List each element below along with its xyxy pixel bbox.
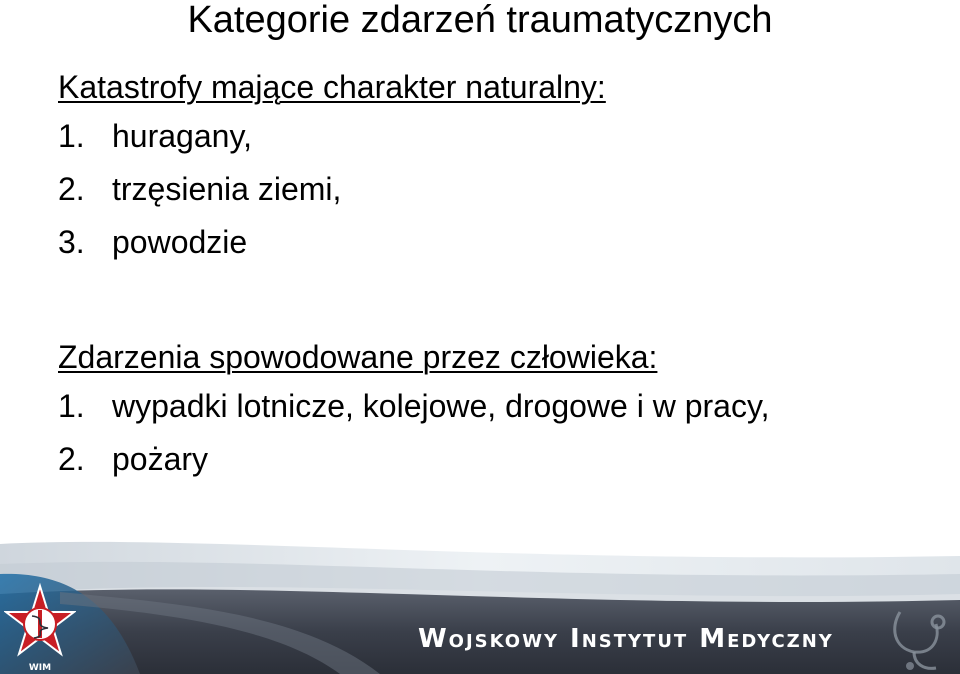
list-item <box>58 163 606 216</box>
list-number: 2. <box>58 441 85 477</box>
military-medical-cross-emblem <box>4 582 76 674</box>
list-item <box>58 380 769 433</box>
footer-banner <box>0 534 960 674</box>
list-number: 1. <box>58 118 85 154</box>
list-item <box>58 216 606 269</box>
section-natural-disasters <box>58 64 606 269</box>
list-text: trzęsienia ziemi, <box>112 171 342 207</box>
list-number: 1. <box>58 388 85 424</box>
list-text: pożary <box>112 441 209 477</box>
section-heading: Katastrofy mające charakter naturalny: <box>58 69 606 105</box>
list-text: huragany, <box>112 118 252 154</box>
list-item <box>58 110 606 163</box>
numbered-list <box>58 380 769 486</box>
list-text: wypadki lotnicze, kolejowe, drogowe i w pracy, <box>112 388 770 424</box>
slide-title: Kategorie zdarzeń traumatycznych <box>187 0 773 41</box>
stethoscope-icon <box>880 608 960 674</box>
list-number: 2. <box>58 171 85 207</box>
list-item <box>58 433 769 486</box>
institute-name: Wojskowy Instytut Medyczny <box>418 624 834 654</box>
list-text: powodzie <box>112 224 248 260</box>
numbered-list <box>58 110 606 269</box>
section-human-caused <box>58 334 769 486</box>
list-number: 3. <box>58 224 85 260</box>
section-heading: Zdarzenia spowodowane przez człowieka: <box>58 339 658 375</box>
emblem-label: WIM <box>28 663 52 673</box>
